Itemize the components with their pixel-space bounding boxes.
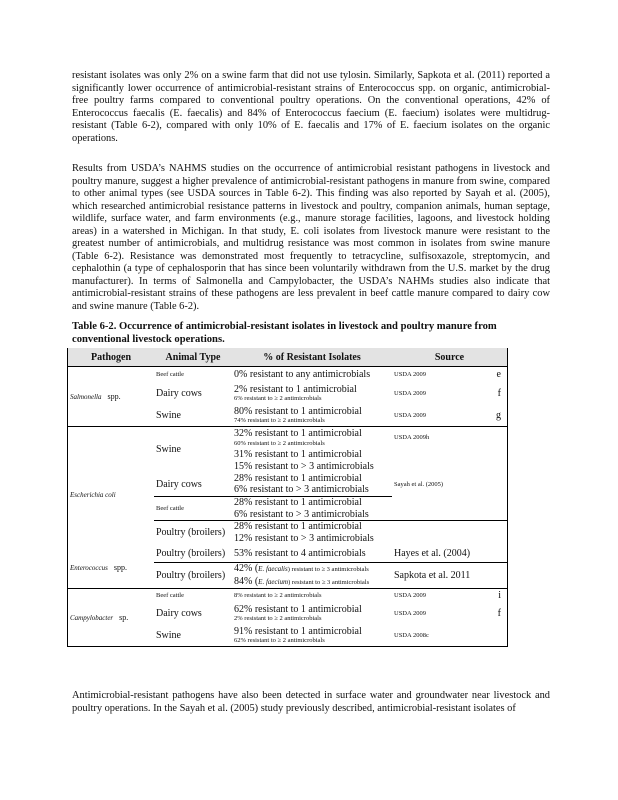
paragraph-nahms-results: Results from USDA’s NAHMS studies on the occurrence of antimicrobial resistant pathogens in livestock and poultry manure, suggest a higher prevalence of antimicrobial-resistant pathogens in manure from swine, compared to other animal types (see USDA sources in Table 6-2). This finding was also reported by Sayah et al. (2005), which researched antimicrobial resistance patterns in livestock and poultry, companion animals, human septage, wildlife, surface water, and farm environments (e.g., manure storage facilities, lagoons, and livestock holding areas) in a watershed in Michigan. In that study, E. coli isolates from livestock manure were resistant to the greatest number of antimicrobials, and multidrug resistance was most common in isolates from swine manure (Table 6-2). Resistance was demonstrated most frequently to tetracycline, sulfisoxazole, streptomycin, and cephalothin (a type of cephalosporin that has since been voluntarily withdrawn from the U.S. market by the drug manufacturer). In terms of Salmonella and Campylobacter, the USDA’s NAHMs studies also indicate that antimicrobial-resistant strains of these pathogens are less prevalent in beef cattle manure compared to dairy cow and swine manure (Table 6-2). xyxy=(72,163,550,312)
resistance-value xyxy=(232,497,392,521)
pathogen-ecoli xyxy=(68,427,155,563)
animal-type: Poultry (broilers) xyxy=(154,521,232,545)
paragraph-enterococcus-organic: resistant isolates was only 2% on a swine farm that did not use tylosin. Similarly, Sapkota et al. (2011) reported a significantly lower occurrence of antimicrobial-resistant strains of Enterococcus spp. on organic, antimicrobial-free poultry farms compared to conventional poultry operations. On the conventional operations, 42% of Enterococcus faecalis (E. faecalis) and 84% of Enterococcus faecium (E. faecium) isolates were multidrug-resistant (Table 6-2), compared with only 10% of E. faecalis and 17% of E. faecium isolates on the organic operations. xyxy=(72,70,550,144)
resistance-main-2: 6% resistant to > 3 antimicrobials xyxy=(234,484,369,496)
resistance-main-2: 15% resistant to > 3 antimicrobials xyxy=(234,460,374,472)
resistance-value xyxy=(232,603,392,625)
resistance-line-1 xyxy=(234,563,390,576)
resistance-table xyxy=(67,348,508,647)
animal-type: Swine xyxy=(156,409,181,421)
resistance-sub: 8% resistant to ≥ 2 antimicrobials xyxy=(234,591,322,599)
resistance-sub: 74% resistant to ≥ 2 antimicrobials xyxy=(234,417,325,424)
animal-type: Beef cattle xyxy=(154,497,232,521)
source-cell: USDA 2008c xyxy=(394,631,429,639)
resistance-main: 2% resistant to 1 antimicrobial xyxy=(234,383,357,395)
source-cell: USDA 2009 xyxy=(394,411,426,419)
resistance-line-2 xyxy=(234,576,390,589)
source-cell: USDA 2009 xyxy=(394,610,426,617)
animal-type: Dairy cows xyxy=(156,608,202,619)
source-cell-empty xyxy=(392,521,508,545)
resistance-sub: 60% resistant to ≥ 2 antimicrobials xyxy=(234,439,325,447)
resistance-main: 0% resistant to any antimicrobials xyxy=(234,369,371,380)
pathogen-suffix: spp. xyxy=(113,562,127,572)
animal-type: Beef cattle xyxy=(156,371,184,379)
resistance-main: 53% resistant to 4 antimicrobials xyxy=(234,547,366,559)
resistance-sub: 62% resistant to ≥ 2 antimicrobials xyxy=(234,637,325,644)
table-row xyxy=(68,589,508,603)
resistance-main: 31% resistant to 1 antimicrobial xyxy=(234,449,362,460)
resistance-main: 28% resistant to 1 antimicrobial xyxy=(234,497,362,508)
resistance-main: 62% resistant to 1 antimicrobial xyxy=(234,603,362,615)
species: E. faecium xyxy=(258,577,289,586)
resistance-value xyxy=(232,449,392,473)
resistance-value xyxy=(232,589,392,603)
header-resistant-isolates: % of Resistant Isolates xyxy=(232,348,392,367)
resistance-main-2: 12% resistant to > 3 antimicrobials xyxy=(234,532,374,544)
pathogen-name: Campylobacter xyxy=(70,614,114,622)
resistance-value xyxy=(232,625,392,647)
footnote-letter: e xyxy=(496,369,501,381)
resistance-value xyxy=(232,367,392,383)
animal-type: Poultry (broilers) xyxy=(156,547,226,559)
resistance-value xyxy=(232,563,392,589)
pathogen-name: Salmonella xyxy=(70,393,102,401)
resistance-value xyxy=(232,405,392,427)
resistance-main-2: 6% resistant to > 3 antimicrobials xyxy=(234,508,369,520)
pathogen-campylobacter xyxy=(68,589,155,647)
animal-type: Dairy cows xyxy=(156,478,202,490)
resistance-value xyxy=(232,427,392,449)
resistance-main: 91% resistant to 1 antimicrobial xyxy=(234,625,362,637)
table-row xyxy=(68,367,508,383)
resistance-main: 28% resistant to 1 antimicrobial xyxy=(234,521,362,533)
resistance-main: 32% resistant to 1 antimicrobial xyxy=(234,428,362,439)
pathogen-name: Enterococcus xyxy=(70,563,108,572)
rest: ) resistant to ≥ 3 antimicrobials xyxy=(287,566,369,573)
resistance-sub: 2% resistant to ≥ 2 antimicrobials xyxy=(234,615,322,623)
source-cell: USDA 2009 xyxy=(394,390,426,397)
table-row xyxy=(68,563,508,589)
resistance-sub: 6% resistant to ≥ 2 antimicrobials xyxy=(234,395,322,403)
pathogen-enterococcus xyxy=(68,563,155,589)
species: E. faecalis xyxy=(258,565,288,573)
animal-type: Dairy cows xyxy=(156,388,202,399)
footnote-letter: i xyxy=(476,589,508,603)
header-source: Source xyxy=(392,348,508,367)
header-pathogen: Pathogen xyxy=(68,348,155,367)
paragraph-surface-water: Antimicrobial-resistant pathogens have also been detected in surface water and groundwater near livestock and poultry operations. In the Sayah et al. (2005) study previously described, antimicrobial-resistant isolates of xyxy=(72,690,550,714)
source-cell: Sayah et al. (2005) xyxy=(394,480,444,488)
pathogen-suffix: sp. xyxy=(119,613,129,622)
footnote-letter: f xyxy=(497,388,501,399)
animal-type: Beef cattle xyxy=(154,589,232,603)
source-cell: USDA 2009 xyxy=(392,589,476,603)
footnote-letter: g xyxy=(496,409,501,421)
resistance-main: 80% resistant to 1 antimicrobial xyxy=(234,405,362,417)
header-animal-type: Animal Type xyxy=(154,348,232,367)
resistance-value xyxy=(232,383,392,405)
animal-type: Swine xyxy=(154,427,232,473)
resistance-value xyxy=(232,521,392,545)
table-header-row xyxy=(68,348,508,367)
rest: ) resistant to ≥ 3 antimicrobials xyxy=(288,578,370,586)
resistance-value xyxy=(232,545,392,563)
table-caption: Table 6-2. Occurrence of antimicrobial-resistant isolates in livestock and poultry manure from conventional livestock operations. xyxy=(72,321,497,345)
resistance-value xyxy=(232,473,392,497)
animal-type: Poultry (broilers) xyxy=(154,563,232,589)
source-cell: USDA 2009h xyxy=(392,427,508,449)
source-cell: USDA 2009 xyxy=(394,371,426,379)
footnote-letter: f xyxy=(497,608,501,619)
table-row xyxy=(68,427,508,449)
pathogen-salmonella xyxy=(68,367,155,427)
resistance-main: 28% resistant to 1 antimicrobial xyxy=(234,472,362,484)
source-cell: Sapkota et al. 2011 xyxy=(392,563,508,589)
pathogen-suffix: spp. xyxy=(107,392,121,401)
source-cell: Hayes et al. (2004) xyxy=(394,547,471,559)
pathogen-name: Escherichia coli xyxy=(70,490,116,499)
pct: 42% ( xyxy=(234,563,259,574)
pct: 84% ( xyxy=(234,575,259,587)
animal-type: Swine xyxy=(156,629,181,641)
